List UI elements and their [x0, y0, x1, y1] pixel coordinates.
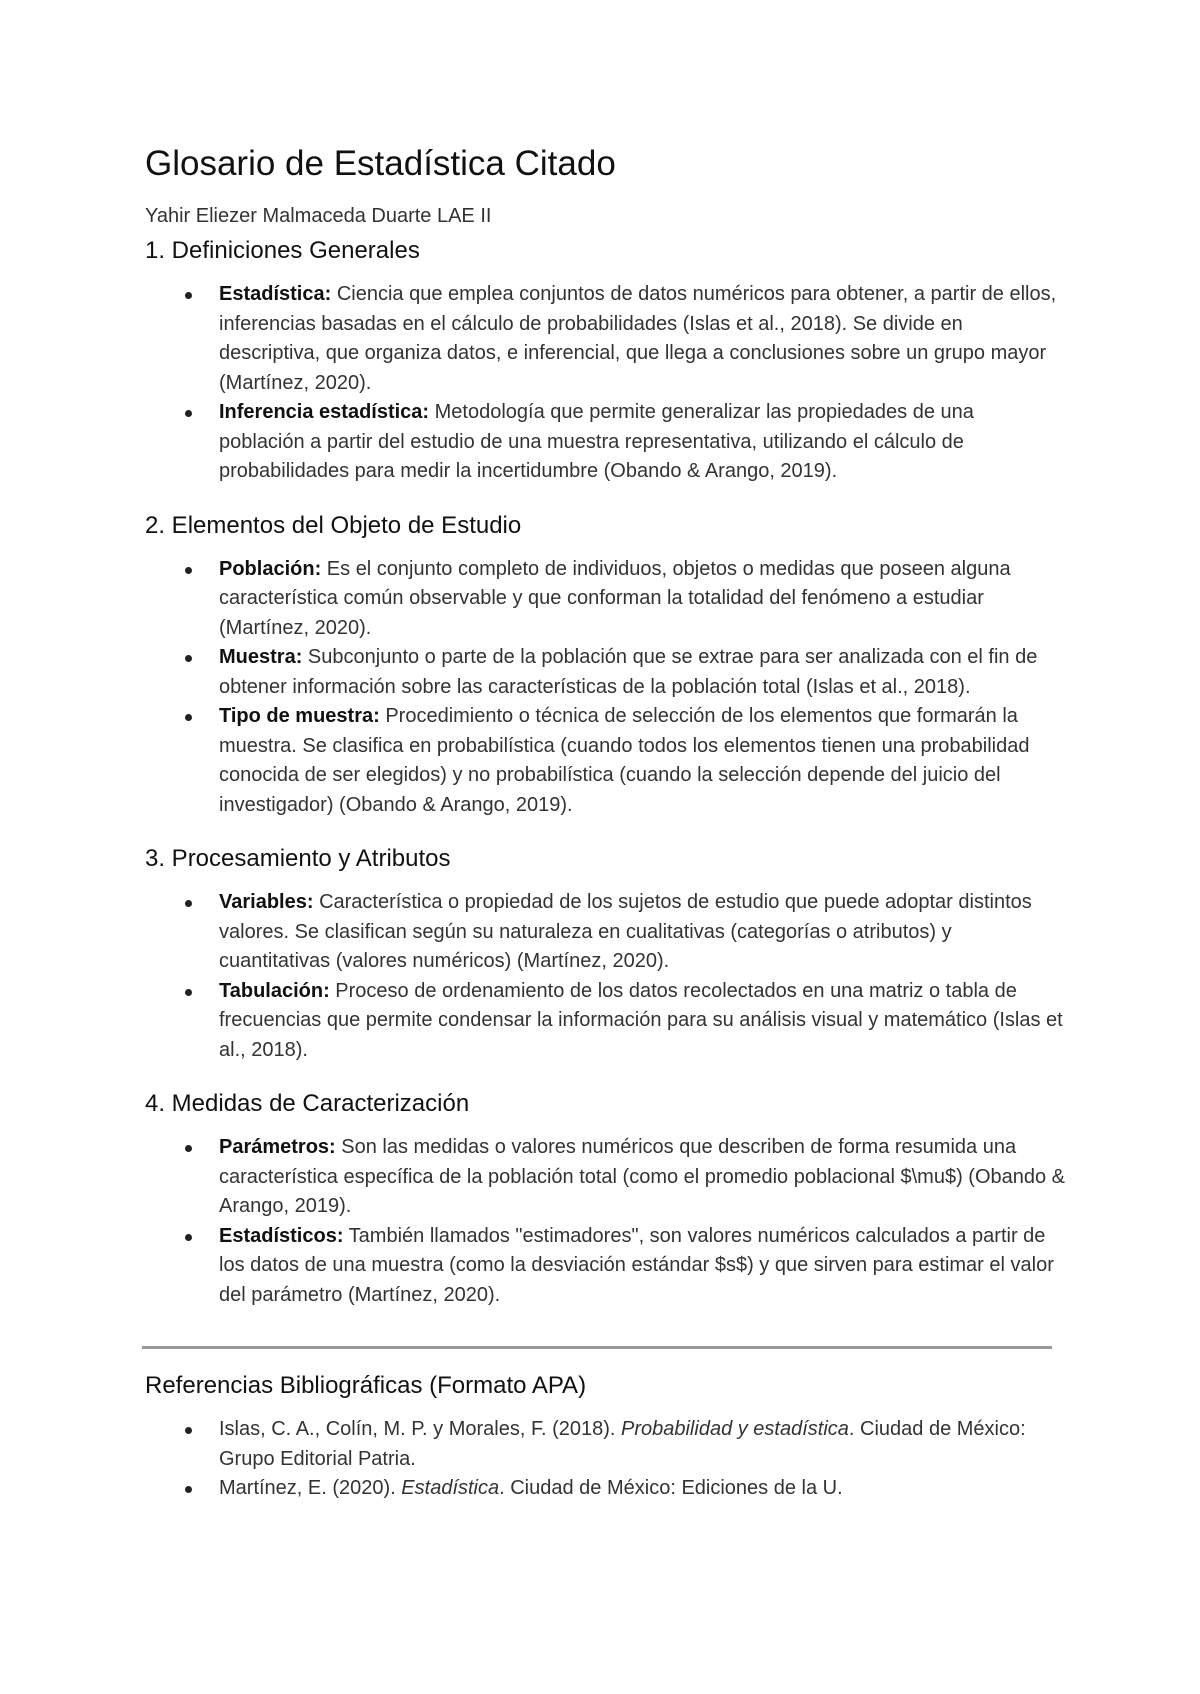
document-title: Glosario de Estadística Citado: [145, 144, 616, 183]
bullet-icon: [185, 1145, 192, 1152]
horizontal-divider: [142, 1346, 1052, 1349]
list-item: [219, 977, 1065, 1066]
definition: Metodología que permite generalizar las propiedades de una población a partir del estudio de una muestra representativa, utilizando el cálculo de probabilidades para medir la incertidumbre (Obando & Arango, 2019).: [219, 401, 974, 482]
reference-publisher: . Ciudad de México: Grupo Editorial Patria.: [219, 1418, 1026, 1470]
list-item: [219, 398, 1065, 487]
term: Muestra:: [219, 646, 303, 668]
term: Estadísticos:: [219, 1224, 344, 1247]
references-heading: Referencias Bibliográficas (Formato APA): [145, 1372, 587, 1399]
list-item: [219, 643, 1065, 702]
reference-book-title: Estadística: [401, 1477, 500, 1499]
reference-item: [219, 1415, 1065, 1474]
reference-item: [219, 1474, 1065, 1504]
term: Variables:: [219, 891, 314, 913]
definition: Subconjunto o parte de la población que se extrae para ser analizada con el fin de obtener información sobre las características de la población total (Islas et al., 2018).: [219, 646, 1038, 698]
reference-book-title: Probabilidad y estadística: [621, 1418, 849, 1440]
bullet-icon: [185, 567, 192, 574]
definition: También llamados "estimadores", son valores numéricos calculados a partir de los datos de una muestra (como la desviación estándar $s$) y que sirven para estimar el valor del parámetro (Martínez, 2020).: [219, 1224, 1054, 1306]
definition-list: [145, 1133, 1065, 1310]
term: Inferencia estadística:: [219, 401, 430, 423]
bullet-icon: [185, 989, 192, 996]
list-item: [219, 1222, 1065, 1311]
bullet-icon: [185, 410, 192, 417]
author-line: Yahir Eliezer Malmaceda Duarte LAE II: [145, 205, 492, 227]
list-item: [219, 280, 1065, 398]
section-heading: 1. Definiciones Generales: [145, 237, 420, 264]
list-item: [219, 702, 1065, 820]
definition-list: [145, 555, 1065, 821]
reference-authors: Martínez, E. (2020).: [219, 1477, 402, 1499]
reference-authors: Islas, C. A., Colín, M. P. y Morales, F. (2018).: [219, 1418, 621, 1440]
bullet-icon: [185, 1486, 192, 1493]
definition: Ciencia que emplea conjuntos de datos numéricos para obtener, a partir de ellos, inferencias basadas en el cálculo de probabilidades (Islas et al., 2018). Se divide en descriptiva, que organiza datos, e inferencial, que llega a conclusiones sobre un grupo mayor (Martínez, 2020).: [219, 283, 1057, 394]
bullet-icon: [185, 714, 192, 721]
bullet-icon: [185, 655, 192, 662]
term: Parámetros:: [219, 1136, 336, 1158]
term: Estadística:: [219, 283, 332, 305]
definition: Característica o propiedad de los sujetos de estudio que puede adoptar distintos valores. Se clasifican según su naturaleza en cualitativas (categorías o atributos) y cuantitativas (valores numéricos) (Martínez, 2020).: [219, 891, 1032, 972]
references-list: [145, 1415, 1065, 1504]
bullet-icon: [185, 900, 192, 907]
bullet-icon: [185, 1427, 192, 1434]
definition: Son las medidas o valores numéricos que describen de forma resumida una característica específica de la población total (como el promedio poblacional $\mu$) (Obando & Arango, 2019).: [219, 1136, 1066, 1217]
bullet-icon: [185, 1234, 192, 1241]
list-item: [219, 555, 1065, 644]
section-heading: 2. Elementos del Objeto de Estudio: [145, 511, 522, 539]
definition: Procedimiento o técnica de selección de los elementos que formarán la muestra. Se clasifica en probabilística (cuando todos los elementos tienen una probabilidad conocida de ser elegidos) y no probabilística (cuando la selección depende del juicio del investigador) (Obando & Arango, 2019).: [219, 705, 1030, 816]
list-item: [219, 888, 1065, 977]
bullet-icon: [185, 292, 192, 299]
definition-list: [145, 888, 1065, 1065]
definition: Proceso de ordenamiento de los datos recolectados en una matriz o tabla de frecuencias que permite condensar la información para su análisis visual y matemático (Islas et al., 2018).: [219, 979, 1063, 1061]
term: Tipo de muestra:: [219, 705, 380, 727]
definition-list: [145, 280, 1065, 487]
section-heading: 4. Medidas de Caracterización: [145, 1090, 470, 1117]
definition: Es el conjunto completo de individuos, objetos o medidas que poseen alguna característica común observable y que conforman la totalidad del fenómeno a estudiar (Martínez, 2020).: [219, 557, 1011, 639]
term: Tabulación:: [219, 979, 330, 1002]
list-item: [219, 1133, 1065, 1222]
section-heading: 3. Procesamiento y Atributos: [145, 845, 451, 872]
term: Población:: [219, 557, 322, 580]
reference-publisher: . Ciudad de México: Ediciones de la U.: [499, 1477, 843, 1499]
